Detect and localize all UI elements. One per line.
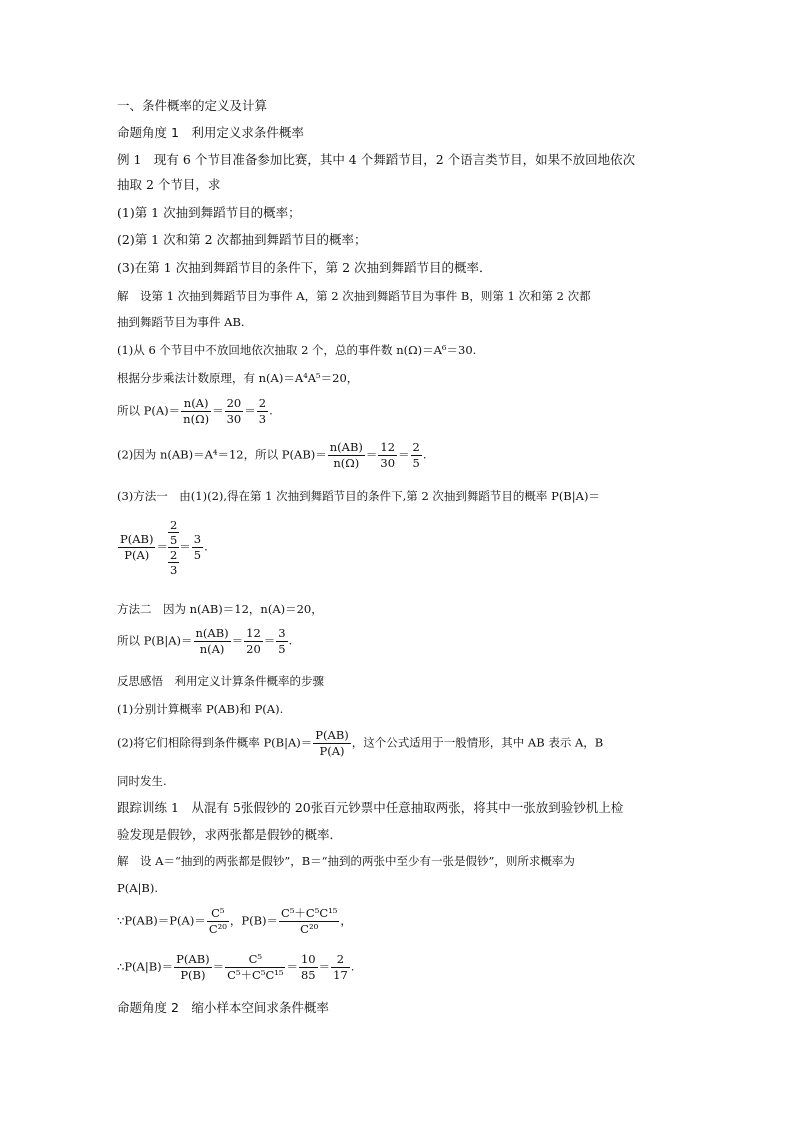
m2-prefix: 所以 P(B|A)＝ — [117, 633, 193, 648]
reflection-title: 反思感悟 利用定义计算条件概率的步骤 — [117, 674, 324, 688]
section-title: 一、条件概率的定义及计算 — [117, 98, 268, 113]
fraction — [411, 440, 422, 471]
nested-fraction — [168, 518, 179, 577]
numerator: n(A) — [181, 396, 211, 412]
fraction — [225, 952, 285, 983]
solution1-intro1: 解 设第 1 次抽到舞蹈节目为事件 A，第 2 次抽到舞蹈节目为事件 B，则第 1 次和第 2 次都 — [117, 289, 591, 303]
denominator: 5 — [412, 456, 420, 470]
nested-bottom-numerator: 2 — [169, 548, 178, 562]
numerator: C⁵＋C⁵C¹⁵ — [281, 906, 338, 920]
p1-prefix: 所以 P(A)＝ — [117, 403, 181, 418]
example1-q1: (1)第 1 次抽到舞蹈节目的概率； — [117, 205, 301, 220]
numerator: n(AB) — [195, 626, 229, 640]
numerator: P(AB) — [315, 728, 349, 742]
solution1-p1-line3: 所以 P(A)＝ $\frac{n(A)}{n(\Omega)}$ ＝ $\frac{20}{30}$ ＝ $\frac{2}{3}$ . — [117, 396, 273, 426]
denominator: n(A) — [199, 642, 225, 656]
fraction — [378, 440, 397, 471]
s2-prefix: (2)将它们相除得到条件概率 P(B|A)＝ — [117, 735, 313, 750]
solution1-intro2: 抽到舞蹈节目为事件 AB. — [117, 315, 245, 329]
fraction — [313, 728, 350, 759]
denominator: 5 — [278, 642, 286, 656]
fraction — [225, 396, 244, 427]
denominator: C²⁰ — [208, 922, 227, 936]
example1-q3: (3)在第 1 次抽到舞蹈节目的条件下，第 2 次抽到舞蹈节目的概率． — [117, 260, 492, 275]
example1-line2: 抽取 2 个节目，求 — [117, 177, 221, 192]
fraction — [279, 906, 339, 937]
numerator: 2 — [331, 952, 350, 968]
l3-suffix: ， — [340, 913, 352, 928]
solution1-p1-line1: (1)从 6 个节目中不放回地依次抽取 2 个，总的事件数 n(Ω)＝A⁶＝30. — [117, 343, 477, 357]
denominator: 30 — [380, 456, 396, 470]
numerator: 12 — [380, 440, 396, 454]
numerator: P(AB) — [120, 532, 154, 546]
numerator: 2 — [258, 396, 267, 410]
solution1-p2: (2)因为 n(AB)＝A⁴＝12，所以 P(AB)＝ $\frac{n(AB)}{n(\Omega)}$ ＝ $\frac{12}{30}$ ＝ $\frac{2}{5}$ . — [117, 440, 427, 470]
example1-line1: 例 1 现有 6 个节目准备参加比赛，其中 4 个舞蹈节目，2 个语言类节目，如果不放回地依次 — [117, 152, 636, 167]
fraction — [331, 952, 350, 983]
example1-q2: (2)第 1 次和第 2 次都抽到舞蹈节目的概率； — [117, 232, 367, 247]
numerator: 20 — [226, 396, 242, 410]
denominator: C²⁰ — [300, 922, 319, 936]
exercise1-line4: ∴P(A|B)＝ $\frac{P(AB)}{P(B)}$ ＝ $\frac{\text{C⁵}}{\text{C⁵＋C⁵C¹⁵}}$ ＝ $\frac{10}{85}$ ＝ $\frac{2}{17}$ . — [117, 952, 355, 982]
numerator: n(AB) — [329, 440, 363, 454]
exercise1-line3 — [117, 906, 352, 937]
l3-prefix: ∵P(AB)＝P(A)＝ — [117, 913, 206, 928]
fraction — [194, 626, 231, 657]
reflection-step3: 同时发生. — [117, 774, 167, 788]
denominator: 85 — [300, 968, 316, 982]
fraction — [181, 396, 211, 427]
fraction — [244, 626, 263, 657]
numerator: 3 — [193, 532, 202, 546]
denominator: 3 — [258, 412, 267, 426]
solution1-p3-formula: $\frac{P(AB)}{P(A)}$ ＝ 2 5 2 3 ＝ $\frac{3}{5}$ . — [120, 518, 208, 577]
fraction — [118, 532, 155, 563]
denominator: P(A) — [124, 548, 150, 562]
nested-bottom-denominator: 3 — [169, 563, 178, 577]
reflection-step1: (1)分别计算概率 P(AB)和 P(A). — [117, 702, 284, 716]
angle1-title: 命题角度 1 利用定义求条件概率 — [117, 125, 304, 140]
numerator: 10 — [300, 952, 316, 966]
denominator: 20 — [246, 642, 261, 656]
denominator: 5 — [193, 548, 202, 562]
denominator: n(Ω) — [183, 412, 210, 426]
s2-suffix: ，这个公式适用于一般情形，其中 AB 表示 A，B — [351, 735, 604, 750]
method2-line2: 所以 P(B|A)＝ $\frac{n(AB)}{n(A)}$ ＝ $\frac{12}{20}$ ＝ $\frac{3}{5}$ . — [117, 626, 293, 656]
numerator: 3 — [278, 626, 286, 640]
exercise1-line2: 验发现是假钞，求两张都是假钞的概率． — [117, 827, 343, 842]
reflection-step2 — [117, 728, 603, 759]
exercise1-sol1: 解 设 A＝“抽到的两张都是假钞”，B＝“抽到的两张中至少有一张是假钞”，则所求概率为 — [117, 854, 575, 868]
fraction — [276, 626, 287, 657]
denominator: C⁵＋C⁵C¹⁵ — [227, 968, 284, 982]
fraction — [192, 532, 203, 563]
solution1-p3-line1: (3)方法一 由(1)(2),得在第 1 次抽到舞蹈节目的条件下,第 2 次抽到舞蹈节目的概率 P(B|A)＝ — [117, 489, 600, 503]
exercise1-line1: 跟踪训练 1 从混有 5张假钞的 20张百元钞票中任意抽取两张，将其中一张放到验钞机上检 — [117, 800, 624, 815]
denominator: 30 — [226, 412, 242, 426]
numerator: C⁵ — [207, 906, 229, 922]
nested-top-denominator: 5 — [169, 533, 178, 547]
nested-top-numerator: 2 — [169, 518, 178, 532]
method2-line1: 方法二 因为 n(AB)＝12，n(A)＝20， — [117, 602, 323, 616]
denominator: P(B) — [180, 968, 206, 982]
fraction — [299, 952, 318, 983]
denominator: n(Ω) — [333, 456, 360, 470]
numerator: C⁵ — [225, 952, 285, 968]
solution1-p1-line2: 根据分步乘法计数原理，有 n(A)＝A⁴A⁵＝20， — [117, 371, 359, 385]
angle2-title: 命题角度 2 缩小样本空间求条件概率 — [117, 1000, 329, 1015]
numerator: P(AB) — [176, 952, 210, 966]
p2-prefix: (2)因为 n(AB)＝A⁴＝12，所以 P(AB)＝ — [117, 447, 327, 462]
exercise1-sol2: P(A|B). — [117, 881, 158, 895]
denominator: P(A) — [319, 744, 345, 758]
l4-prefix: ∴P(A|B)＝ — [117, 959, 174, 974]
numerator: 2 — [412, 440, 420, 454]
numerator: 12 — [246, 626, 261, 640]
l3-mid: ，P(B)＝ — [229, 913, 279, 928]
denominator: 17 — [333, 968, 348, 982]
fraction — [257, 396, 268, 427]
fraction — [174, 952, 211, 983]
fraction — [328, 440, 365, 471]
fraction — [207, 906, 229, 937]
